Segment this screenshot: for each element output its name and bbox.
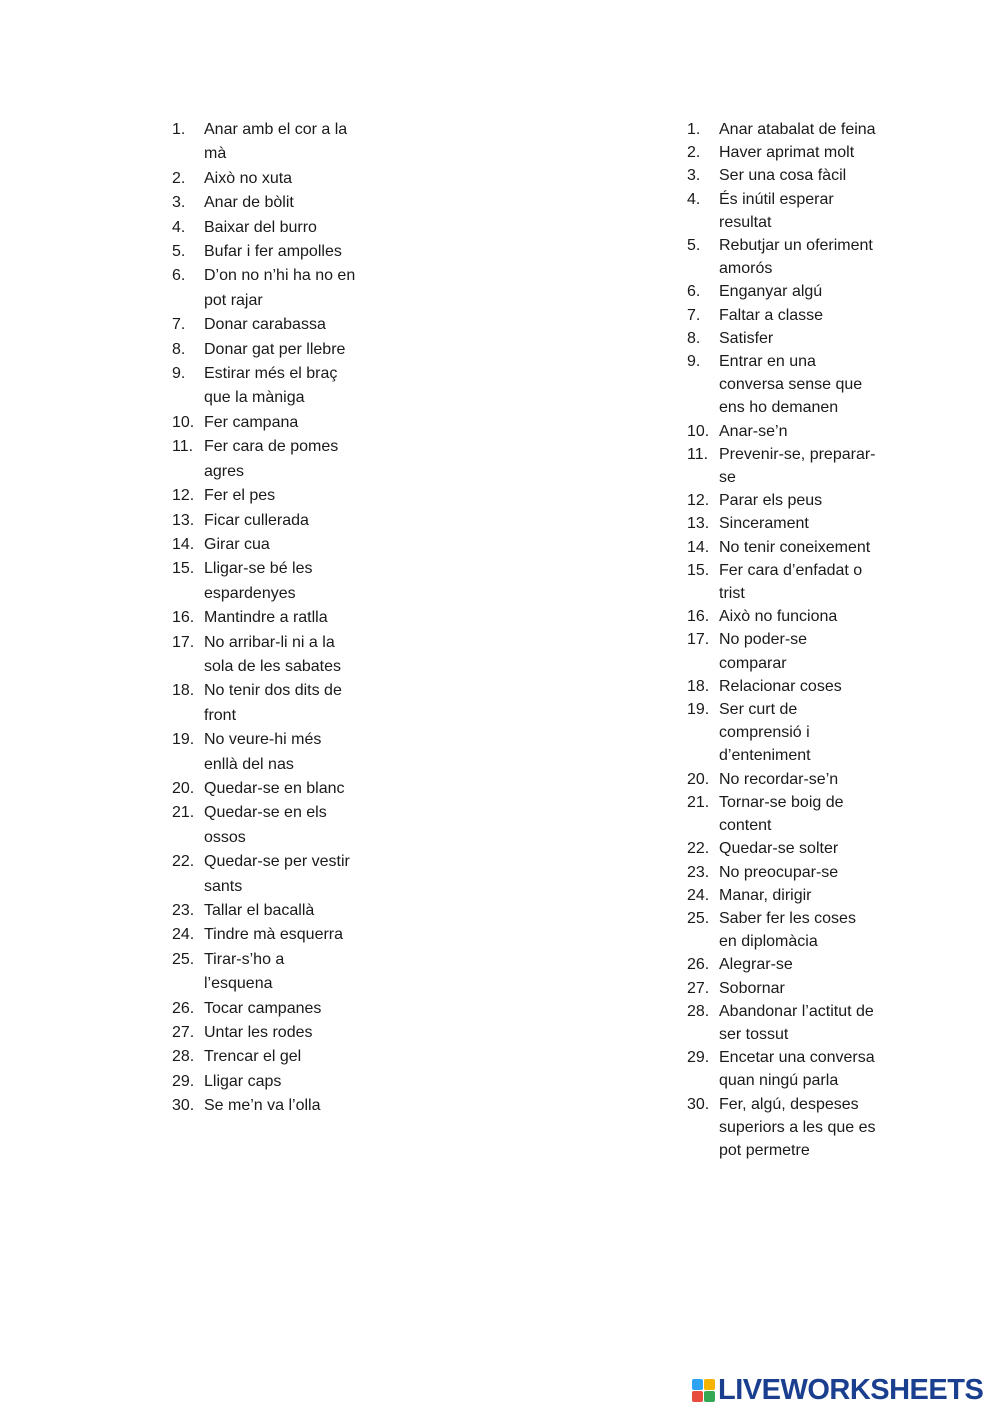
right-list-item-number: 24. bbox=[687, 886, 710, 904]
right-list-item-number: 27. bbox=[687, 979, 710, 997]
left-list-item bbox=[172, 118, 357, 167]
right-list-item bbox=[687, 1093, 877, 1163]
left-list-item-text: Fer campana bbox=[204, 413, 299, 431]
right-list-item-text: Sobornar bbox=[719, 979, 785, 997]
left-list-item-number: 1. bbox=[172, 121, 186, 138]
left-list-item-number: 13. bbox=[172, 511, 195, 529]
right-list-item-text: Enganyar algú bbox=[719, 283, 823, 301]
logo-tile bbox=[704, 1391, 715, 1402]
right-list-item bbox=[687, 327, 877, 350]
left-list-item-number: 27. bbox=[172, 1024, 195, 1042]
left-list-item-text: Trencar el gel bbox=[204, 1048, 302, 1066]
left-list-item-number: 10. bbox=[172, 413, 195, 431]
left-list-item-text: Tindre mà esquerra bbox=[204, 926, 344, 944]
right-list-item-text: Ser curt de comprensió i d’enteniment bbox=[719, 701, 811, 765]
right-list-item-number: 20. bbox=[687, 770, 710, 788]
left-list-item-text: Lligar-se bé les espardenyes bbox=[204, 560, 313, 602]
right-list-item-number: 23. bbox=[687, 863, 710, 881]
left-list-item bbox=[172, 1070, 357, 1094]
left-list-item-number: 21. bbox=[172, 804, 195, 822]
right-list-item-text: No recordar-se’n bbox=[719, 770, 839, 788]
left-list-item-text: Fer cara de pomes agres bbox=[204, 438, 339, 480]
logo-mark-icon bbox=[692, 1379, 715, 1402]
right-list-item-number: 4. bbox=[687, 190, 701, 208]
left-list-item-number: 8. bbox=[172, 340, 186, 358]
logo-tile bbox=[692, 1391, 703, 1402]
right-list-item bbox=[687, 907, 877, 953]
left-list-item bbox=[172, 1045, 357, 1069]
left-list-item bbox=[172, 216, 357, 240]
left-list-item bbox=[172, 435, 357, 484]
left-list-item-number: 7. bbox=[172, 316, 186, 334]
right-list-item bbox=[687, 861, 877, 884]
right-list-item bbox=[687, 977, 877, 1000]
right-list-item-text: Manar, dirigir bbox=[719, 886, 812, 904]
left-list-item bbox=[172, 777, 357, 801]
right-list-item bbox=[687, 164, 877, 187]
right-list-item-number: 16. bbox=[687, 608, 710, 626]
right-list-item bbox=[687, 698, 877, 768]
right-list-item bbox=[687, 536, 877, 559]
left-list-item-text: Donar carabassa bbox=[204, 316, 326, 334]
left-list-item-text: No veure-hi més enllà del nas bbox=[204, 731, 322, 773]
left-list-item-text: Quedar-se per vestir sants bbox=[204, 853, 350, 895]
left-list-item bbox=[172, 240, 357, 264]
left-list-item bbox=[172, 679, 357, 728]
right-list-item-number: 5. bbox=[687, 237, 701, 255]
left-list-item-number: 6. bbox=[172, 267, 186, 285]
left-list-item-text: Lligar caps bbox=[204, 1072, 282, 1090]
left-list-item-number: 12. bbox=[172, 487, 195, 505]
left-list-item-text: Ficar cullerada bbox=[204, 511, 309, 529]
right-list-item-number: 12. bbox=[687, 492, 710, 510]
left-list-item bbox=[172, 557, 357, 606]
left-list-item bbox=[172, 899, 357, 923]
right-list-item-number: 10. bbox=[687, 422, 710, 440]
left-list-item-text: Tocar campanes bbox=[204, 999, 322, 1017]
left-list-item bbox=[172, 533, 357, 557]
left-list-item-text: Anar amb el cor a la mà bbox=[204, 121, 348, 163]
right-list-item-text: Abandonar l’actitut de ser tossut bbox=[719, 1002, 874, 1043]
left-list-item-text: Mantindre a ratlla bbox=[204, 609, 328, 627]
left-list-item bbox=[172, 264, 357, 313]
left-list-item bbox=[172, 484, 357, 508]
left-list-item-number: 26. bbox=[172, 999, 195, 1017]
right-list-item-text: Això no funciona bbox=[719, 608, 838, 626]
right-list-item bbox=[687, 1000, 877, 1046]
left-list-item-number: 29. bbox=[172, 1072, 195, 1090]
left-list-item-number: 5. bbox=[172, 243, 186, 261]
left-list-item bbox=[172, 850, 357, 899]
left-list-item bbox=[172, 509, 357, 533]
left-list-item bbox=[172, 313, 357, 337]
left-list-item-text: Baixar del burro bbox=[204, 218, 317, 236]
left-list-item-text: Se me’n va l’olla bbox=[204, 1097, 321, 1115]
left-list-item bbox=[172, 362, 357, 411]
left-list-item-text: Bufar i fer ampolles bbox=[204, 243, 342, 261]
left-list-item-text: D’on no n’hi ha no en pot rajar bbox=[204, 267, 356, 309]
left-list-item-number: 20. bbox=[172, 779, 195, 797]
left-list-item-number: 18. bbox=[172, 682, 195, 700]
right-list-item bbox=[687, 443, 877, 489]
left-list-item bbox=[172, 948, 357, 997]
right-list-item bbox=[687, 628, 877, 674]
right-list-item-number: 13. bbox=[687, 515, 710, 533]
right-list-item bbox=[687, 489, 877, 512]
right-list-item bbox=[687, 141, 877, 164]
left-list-item-text: Quedar-se en els ossos bbox=[204, 804, 327, 846]
right-list-item-number: 6. bbox=[687, 283, 701, 301]
left-list-item bbox=[172, 801, 357, 850]
right-list-item-text: Ser una cosa fàcil bbox=[719, 167, 847, 185]
right-list-item-text: No preocupar-se bbox=[719, 863, 839, 881]
left-list-item-text: Estirar més el braç que la màniga bbox=[204, 365, 338, 407]
right-list-item bbox=[687, 605, 877, 628]
right-list-item-text: Fer, algú, despeses superiors a les que es pot permetre bbox=[719, 1095, 876, 1159]
right-list-item bbox=[687, 118, 877, 141]
right-list-item-number: 18. bbox=[687, 677, 710, 695]
right-list-item-text: Entrar en una conversa sense que ens ho demanen bbox=[719, 353, 863, 417]
right-list-item-number: 25. bbox=[687, 909, 710, 927]
liveworksheets-logo[interactable] bbox=[692, 1375, 983, 1405]
left-list-item bbox=[172, 631, 357, 680]
right-list-item-text: No poder-se comparar bbox=[719, 631, 808, 672]
left-list-item bbox=[172, 728, 357, 777]
left-list-item-number: 25. bbox=[172, 950, 195, 968]
right-list-item-number: 19. bbox=[687, 701, 710, 719]
left-list-item bbox=[172, 1021, 357, 1045]
left-list-item-number: 9. bbox=[172, 365, 186, 383]
right-list-item-text: Quedar-se solter bbox=[719, 840, 839, 858]
left-list-item-number: 4. bbox=[172, 218, 186, 236]
right-list-item bbox=[687, 884, 877, 907]
right-list-item-text: Rebutjar un oferiment amorós bbox=[719, 237, 873, 278]
right-list-item-text: Prevenir-se, preparar-se bbox=[719, 445, 876, 487]
right-list-item-text: Anar atabalat de feina bbox=[719, 121, 876, 138]
right-list-item-text: És inútil esperar resultat bbox=[719, 190, 834, 231]
left-list-item-number: 24. bbox=[172, 926, 195, 944]
right-list-item bbox=[687, 234, 877, 280]
left-list-item-number: 15. bbox=[172, 560, 195, 578]
left-list-item-number: 19. bbox=[172, 731, 195, 749]
right-list-item bbox=[687, 1046, 877, 1092]
right-list-item-number: 9. bbox=[687, 353, 701, 371]
left-list-item-number: 2. bbox=[172, 169, 186, 187]
left-list-item bbox=[172, 338, 357, 362]
logo-tile bbox=[692, 1379, 703, 1390]
right-list-item bbox=[687, 953, 877, 976]
right-list-item-number: 2. bbox=[687, 144, 701, 162]
left-list-item-number: 16. bbox=[172, 609, 195, 627]
right-list-item-number: 17. bbox=[687, 631, 710, 649]
left-list-item bbox=[172, 167, 357, 191]
right-list-item bbox=[687, 791, 877, 837]
right-list-item-text: Anar-se’n bbox=[719, 422, 788, 440]
left-list-item-number: 17. bbox=[172, 633, 195, 651]
right-list-item bbox=[687, 188, 877, 234]
left-list-item bbox=[172, 1094, 357, 1118]
left-list-item-text: No tenir dos dits de front bbox=[204, 682, 342, 724]
right-list-item-number: 29. bbox=[687, 1049, 710, 1067]
left-list-item-text: Donar gat per llebre bbox=[204, 340, 346, 358]
right-list-item bbox=[687, 350, 877, 420]
right-list-item bbox=[687, 559, 877, 605]
right-list-item-number: 26. bbox=[687, 956, 710, 974]
left-list-item-text: Untar les rodes bbox=[204, 1024, 313, 1042]
right-list-item-number: 7. bbox=[687, 306, 701, 324]
left-list-item bbox=[172, 923, 357, 947]
left-list-item-text: No arribar-li ni a la sola de les sabates bbox=[204, 633, 341, 675]
right-list-item-number: 28. bbox=[687, 1002, 710, 1020]
left-list-item-number: 28. bbox=[172, 1048, 195, 1066]
logo-text: LIVEWORKSHEETS bbox=[718, 1374, 984, 1406]
right-list-item bbox=[687, 420, 877, 443]
right-list-item-number: 15. bbox=[687, 561, 710, 579]
left-list-item bbox=[172, 191, 357, 215]
right-list-item bbox=[687, 675, 877, 698]
right-list bbox=[687, 118, 877, 1162]
right-list-item-number: 3. bbox=[687, 167, 701, 185]
left-list-item bbox=[172, 411, 357, 435]
left-list-item-number: 30. bbox=[172, 1097, 195, 1115]
right-list-item-text: No tenir coneixement bbox=[719, 538, 871, 556]
left-list-item-number: 11. bbox=[172, 438, 194, 456]
right-list-item-text: Sincerament bbox=[719, 515, 809, 533]
right-list-item-text: Parar els peus bbox=[719, 492, 823, 510]
left-list-item-text: Això no xuta bbox=[204, 169, 293, 187]
right-list-item-number: 21. bbox=[687, 793, 710, 811]
left-list-item-text: Quedar-se en blanc bbox=[204, 779, 345, 797]
right-list-item-text: Encetar una conversa quan ningú parla bbox=[719, 1049, 875, 1090]
right-list-item-number: 22. bbox=[687, 840, 710, 858]
left-list-item-text: Tirar-s’ho a l’esquena bbox=[204, 950, 285, 993]
right-list-item bbox=[687, 768, 877, 791]
left-list-item-text: Anar de bòlit bbox=[204, 194, 294, 212]
right-list-item-number: 30. bbox=[687, 1095, 710, 1113]
left-list-item bbox=[172, 606, 357, 630]
right-list-item-text: Fer cara d’enfadat o trist bbox=[719, 561, 863, 603]
right-list-item-number: 11. bbox=[687, 445, 709, 463]
left-list-item-number: 23. bbox=[172, 902, 195, 919]
right-list-item-number: 8. bbox=[687, 329, 701, 347]
left-list-item-text: Girar cua bbox=[204, 535, 270, 553]
right-list-item bbox=[687, 512, 877, 535]
right-list-item-number: 14. bbox=[687, 538, 710, 556]
right-list-item-number: 1. bbox=[687, 121, 701, 138]
right-list-item-text: Tornar-se boig de content bbox=[719, 793, 844, 835]
left-list-item-number: 3. bbox=[172, 194, 186, 212]
right-list-item-text: Haver aprimat molt bbox=[719, 144, 855, 162]
logo-tile bbox=[704, 1379, 715, 1390]
left-list-item-number: 22. bbox=[172, 853, 195, 871]
right-list-item-text: Faltar a classe bbox=[719, 306, 824, 324]
left-list-item bbox=[172, 997, 357, 1021]
right-list-item-text: Alegrar-se bbox=[719, 956, 793, 974]
left-list-item-text: Tallar el bacallà bbox=[204, 902, 315, 919]
right-list-item-text: Saber fer les coses en diplomàcia bbox=[719, 909, 856, 951]
right-list-item bbox=[687, 837, 877, 860]
right-list-item-text: Satisfer bbox=[719, 329, 774, 347]
right-list-item bbox=[687, 280, 877, 303]
left-list bbox=[172, 118, 357, 1119]
left-list-item-text: Fer el pes bbox=[204, 487, 276, 505]
left-list-item-number: 14. bbox=[172, 535, 195, 553]
right-list-item bbox=[687, 304, 877, 327]
right-list-item-text: Relacionar coses bbox=[719, 677, 842, 695]
